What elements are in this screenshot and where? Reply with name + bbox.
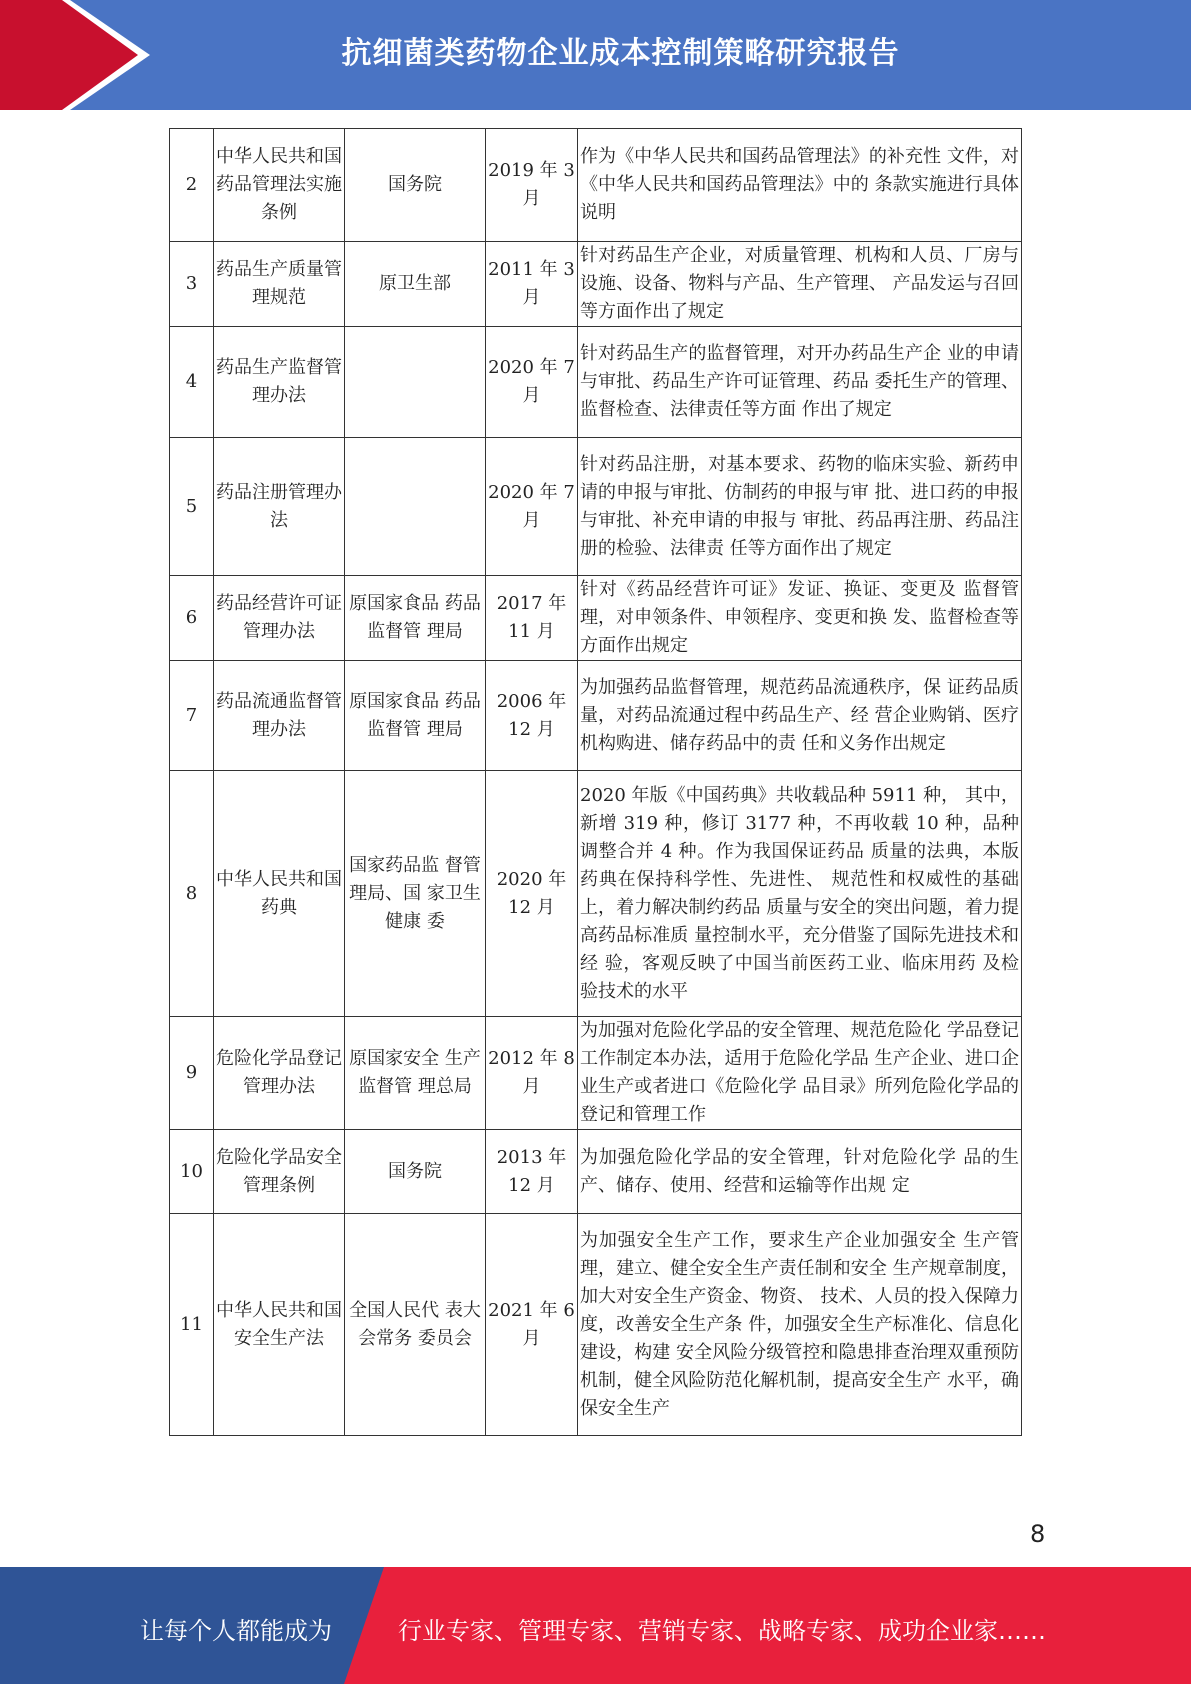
issuing-authority: 原国家食品 药品监督管 理局 [345,661,486,771]
issue-date: 2013 年 12 月 [486,1130,578,1214]
regulation-description: 为加强对危险化学品的安全管理、规范危险化 学品登记工作制定本办法，适用于危险化学品 生产企业、进口企业生产或者进口《危险化学 品目录》所列危险化学品的登记和管理工作 [578,1017,1022,1130]
regulation-description: 针对《药品经营许可证》发证、换证、变更及 监督管理，对申领条件、申领程序、变更和换 发、监督检查等方面作出规定 [578,576,1022,661]
regulation-description: 针对药品生产的监督管理，对开办药品生产企 业的申请与审批、药品生产许可证管理、药品 委托生产的管理、监督检查、法律责任等方面 作出了规定 [578,327,1022,438]
regulation-name: 危险化学品登记管理办法 [214,1017,345,1130]
row-number: 2 [170,129,214,242]
regulation-name: 中华人民共和国安全生产法 [214,1214,345,1436]
table-row [170,1214,1022,1436]
page-title: 抗细菌类药物企业成本控制策略研究报告 [341,36,900,71]
page-header [0,0,1191,110]
table-row [170,661,1022,771]
regulation-name: 中华人民共和国药典 [214,771,345,1017]
table-row [170,1130,1022,1214]
row-number: 10 [170,1130,214,1214]
regulation-description: 作为《中华人民共和国药品管理法》的补充性 文件，对《中华人民共和国药品管理法》中的 条款实施进行具体说明 [578,129,1022,242]
table-row [170,242,1022,327]
row-number: 5 [170,438,214,576]
issuing-authority: 原国家安全 生产监督管 理总局 [345,1017,486,1130]
table-row [170,576,1022,661]
regulation-description: 为加强安全生产工作，要求生产企业加强安全 生产管理，建立、健全安全生产责任制和安全 生产规章制度，加大对安全生产资金、物资、 技术、人员的投入保障力度，改善安全生产条 件，加强安全生产标准化、信息化建设，构建 安全风险分级管控和隐患排查治理双重预防 机制，健全风险防范化解机制，提高安全生产 水平，确保安全生产 [578,1214,1022,1436]
footer-slogan-left: 让每个人都能成为 [140,1617,332,1645]
table-row [170,771,1022,1017]
footer-slogan-right: 行业专家、管理专家、营销专家、战略专家、成功企业家…… [398,1617,1046,1645]
table-row [170,327,1022,438]
regulation-name: 药品注册管理办法 [214,438,345,576]
regulation-description: 为加强药品监督管理，规范药品流通秩序，保 证药品质量，对药品流通过程中药品生产、经 营企业购销、医疗机构购进、储存药品中的责 任和义务作出规定 [578,661,1022,771]
issuing-authority: 国务院 [345,1130,486,1214]
row-number: 11 [170,1214,214,1436]
issuing-authority: 原卫生部 [345,242,486,327]
issue-date: 2011 年 3 月 [486,242,578,327]
table-row [170,129,1022,242]
page-footer [0,1567,1191,1684]
issue-date: 2020 年 7 月 [486,438,578,576]
regulation-description: 为加强危险化学品的安全管理，针对危险化学 品的生产、储存、使用、经营和运输等作出规 定 [578,1130,1022,1214]
regulation-name: 危险化学品安全管理条例 [214,1130,345,1214]
row-number: 7 [170,661,214,771]
regulation-name: 药品生产质量管理规范 [214,242,345,327]
issuing-authority [345,438,486,576]
issue-date: 2006 年 12 月 [486,661,578,771]
regulation-name: 药品生产监督管理办法 [214,327,345,438]
issuing-authority: 国家药品监 督管理局、国 家卫生健康 委 [345,771,486,1017]
row-number: 9 [170,1017,214,1130]
row-number: 6 [170,576,214,661]
table-row [170,1017,1022,1130]
issuing-authority: 国务院 [345,129,486,242]
issue-date: 2012 年 8 月 [486,1017,578,1130]
issuing-authority: 原国家食品 药品监督管 理局 [345,576,486,661]
regulation-name: 药品流通监督管理办法 [214,661,345,771]
issue-date: 2020 年 12 月 [486,771,578,1017]
issue-date: 2021 年 6 月 [486,1214,578,1436]
row-number: 8 [170,771,214,1017]
regulation-description: 2020 年版《中国药典》共收载品种 5911 种， 其中，新增 319 种，修订 3177 种，不再收载 10 种，品种调整合并 4 种。作为我国保证药品 质量的法典，本版药典在保持科学性、先进性、 规范性和权威性的基础上，着力解决制约药品 质量与安全的突出问题，着力提高药品标准质 量控制水平，充分借鉴了国际先进技术和经 验，客观反映了中国当前医药工业、临床用药 及检验技术的水平 [578,771,1022,1017]
row-number: 3 [170,242,214,327]
issue-date: 2020 年 7 月 [486,327,578,438]
regulation-description: 针对药品生产企业，对质量管理、机构和人员、厂房与设施、设备、物料与产品、生产管理、 产品发运与召回等方面作出了规定 [578,242,1022,327]
regulation-name: 中华人民共和国药品管理法实施条例 [214,129,345,242]
issue-date: 2017 年 11 月 [486,576,578,661]
issue-date: 2019 年 3 月 [486,129,578,242]
regulation-description: 针对药品注册，对基本要求、药物的临床实验、新药申请的申报与审批、仿制药的申报与审 批、进口药的申报与审批、补充申请的申报与 审批、药品再注册、药品注册的检验、法律责 任等方面作出了规定 [578,438,1022,576]
issuing-authority: 全国人民代 表大会常务 委员会 [345,1214,486,1436]
table-row [170,438,1022,576]
regulation-table [169,128,1022,1436]
regulation-name: 药品经营许可证管理办法 [214,576,345,661]
row-number: 4 [170,327,214,438]
issuing-authority [345,327,486,438]
page-number: 8 [1030,1520,1046,1548]
